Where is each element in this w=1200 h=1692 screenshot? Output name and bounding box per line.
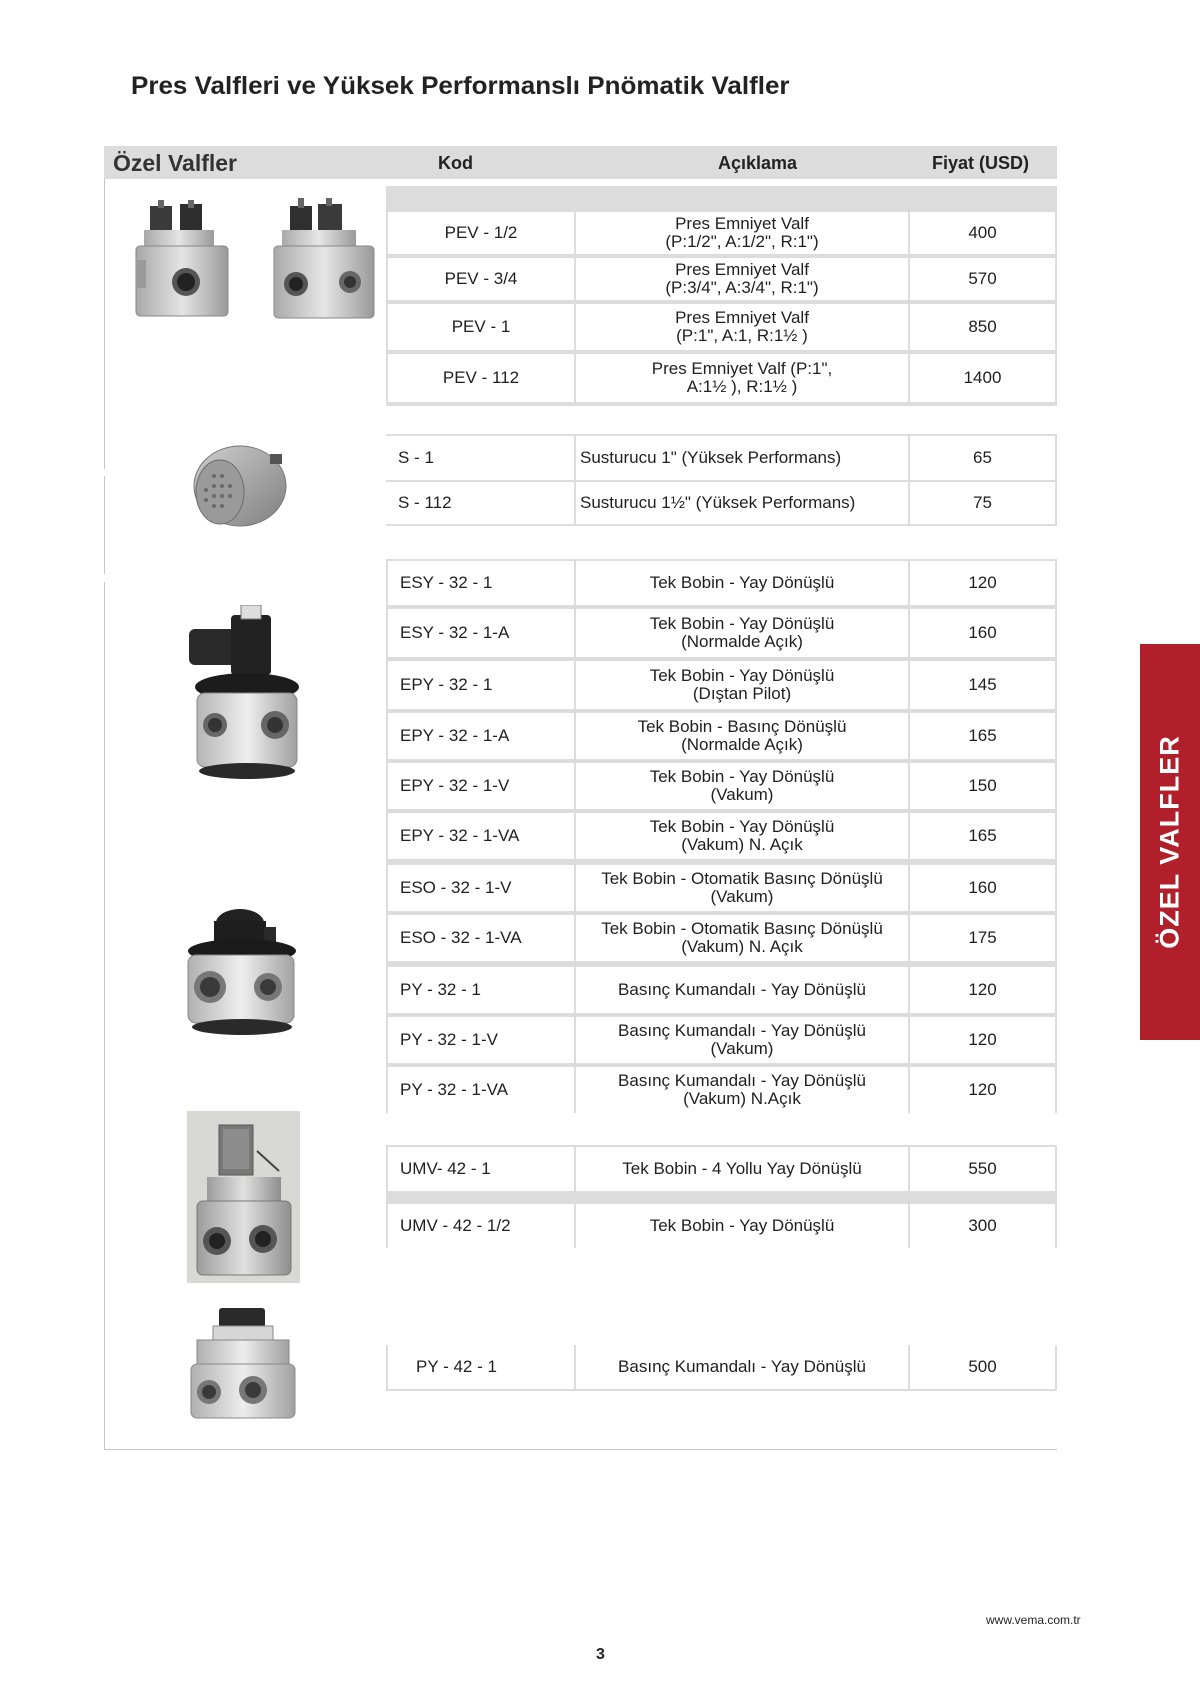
description-line: Pres Emniyet Valf xyxy=(675,308,809,327)
website-url: www.vema.com.tr xyxy=(986,1613,1081,1627)
cell-price: 550 xyxy=(910,1147,1055,1191)
description-line: Tek Bobin - Yay Dönüşlü xyxy=(649,666,835,685)
table-row xyxy=(386,915,1057,963)
cell-price: 120 xyxy=(910,561,1055,605)
cell-kod: PY - 32 - 1-V xyxy=(388,1017,574,1063)
cell-price: 65 xyxy=(910,436,1055,480)
cell-price: 300 xyxy=(910,1204,1055,1248)
column-header-description: Açıklama xyxy=(718,153,798,173)
cell-kod: ESY - 32 - 1 xyxy=(388,561,574,605)
pev-valve-image xyxy=(270,198,386,328)
table-row xyxy=(386,1017,1057,1065)
description-line: (Dıştan Pilot) xyxy=(692,684,792,703)
description-line: (Vakum) xyxy=(710,785,774,804)
cell-description xyxy=(576,1067,908,1113)
table-row xyxy=(386,258,1057,302)
cell-description xyxy=(576,915,908,961)
cell-description xyxy=(576,1017,908,1063)
description-line: (Vakum) N.Açık xyxy=(683,1089,801,1108)
table-row xyxy=(386,813,1057,861)
cell-price: 570 xyxy=(910,258,1055,300)
table-row xyxy=(386,763,1057,811)
cell-kod: EPY - 32 - 1-V xyxy=(388,763,574,809)
page-title: Pres Valfleri ve Yüksek Performanslı Pnömatik Valfler xyxy=(131,72,790,100)
page-number: 3 xyxy=(596,1646,605,1663)
description-line: Tek Bobin - Yay Dönüşlü xyxy=(649,614,835,633)
cell-description: Tek Bobin - Yay Dönüşlü xyxy=(576,561,908,605)
description-line: (Vakum) xyxy=(710,887,774,906)
table-row xyxy=(386,1147,1057,1191)
cell-price: 120 xyxy=(910,1067,1055,1113)
cell-description: Tek Bobin - 4 Yollu Yay Dönüşlü xyxy=(576,1147,908,1191)
description-line: Basınç Kumandalı - Yay Dönüşlü xyxy=(618,1021,866,1040)
table-row xyxy=(386,561,1057,607)
table-row xyxy=(386,304,1057,352)
cell-price: 500 xyxy=(910,1345,1055,1389)
cell-price: 160 xyxy=(910,865,1055,911)
table-left-border xyxy=(104,582,105,1450)
cell-kod: EPY - 32 - 1-VA xyxy=(388,813,574,859)
cell-kod: ESO - 32 - 1-V xyxy=(388,865,574,911)
cell-price: 165 xyxy=(910,713,1055,759)
description-line: Tek Bobin - Yay Dönüşlü xyxy=(649,767,835,786)
umv-valve-image xyxy=(187,1111,300,1283)
cell-kod: ESO - 32 - 1-VA xyxy=(388,915,574,961)
table-row xyxy=(386,609,1057,659)
cell-kod: S - 1 xyxy=(386,436,574,480)
description-line: (P:1", A:1, R:1½ ) xyxy=(676,326,808,345)
description-line: (Vakum) N. Açık xyxy=(681,835,803,854)
cell-description xyxy=(576,763,908,809)
pilot-valve-image xyxy=(180,905,300,1040)
section-side-tab xyxy=(1140,644,1200,1040)
section-title: Özel Valfler xyxy=(113,150,238,176)
cell-price: 400 xyxy=(910,212,1055,254)
description-line: (Vakum) xyxy=(710,1039,774,1058)
cell-kod: PEV - 3/4 xyxy=(388,258,574,300)
table-row xyxy=(386,1067,1057,1113)
cell-price: 175 xyxy=(910,915,1055,961)
cell-price: 120 xyxy=(910,1017,1055,1063)
table-row xyxy=(386,1204,1057,1248)
cell-description xyxy=(576,661,908,709)
cell-description xyxy=(576,258,908,300)
table-header xyxy=(104,146,1057,179)
cell-kod: PEV - 1 xyxy=(388,304,574,350)
description-line: Pres Emniyet Valf xyxy=(675,260,809,279)
cell-description xyxy=(576,354,908,402)
cell-kod: PY - 32 - 1 xyxy=(388,967,574,1013)
cell-price: 75 xyxy=(910,482,1055,524)
table-bottom-border xyxy=(104,1449,1057,1450)
cell-description xyxy=(576,304,908,350)
description-line: Basınç Kumandalı - Yay Dönüşlü xyxy=(618,1071,866,1090)
cell-kod: UMV - 42 - 1/2 xyxy=(388,1204,574,1248)
cell-kod: PY - 32 - 1-VA xyxy=(388,1067,574,1113)
description-line: Tek Bobin - Otomatik Basınç Dönüşlü xyxy=(601,869,883,888)
description-line: (P:3/4", A:3/4", R:1") xyxy=(665,278,819,297)
description-line: Tek Bobin - Yay Dönüşlü xyxy=(649,817,835,836)
table-row xyxy=(386,713,1057,761)
table-left-border xyxy=(104,179,105,469)
table-row xyxy=(386,212,1057,256)
description-line: (Normalde Açık) xyxy=(681,735,803,754)
table-left-border xyxy=(104,476,105,574)
cell-price: 145 xyxy=(910,661,1055,709)
cell-description: Tek Bobin - Yay Dönüşlü xyxy=(576,1204,908,1248)
silencer-image xyxy=(188,440,292,532)
cell-description xyxy=(576,713,908,759)
cell-price: 160 xyxy=(910,609,1055,657)
section-side-tab-label: ÖZEL VALFLER xyxy=(1154,735,1185,949)
cell-kod: EPY - 32 - 1-A xyxy=(388,713,574,759)
cell-kod: PEV - 112 xyxy=(388,354,574,402)
table-row xyxy=(386,661,1057,711)
cell-description: Susturucu 1½" (Yüksek Performans) xyxy=(576,482,908,524)
table-row xyxy=(386,865,1057,913)
table-row xyxy=(386,967,1057,1015)
column-header-price: Fiyat (USD) xyxy=(932,153,1030,173)
table-row xyxy=(386,1345,1057,1391)
description-line: Tek Bobin - Otomatik Basınç Dönüşlü xyxy=(601,919,883,938)
cell-price: 1400 xyxy=(910,354,1055,402)
cell-kod: EPY - 32 - 1 xyxy=(388,661,574,709)
pev-valve-image xyxy=(130,200,242,328)
cell-kod: S - 112 xyxy=(386,482,574,524)
description-line: Tek Bobin - Basınç Dönüşlü xyxy=(637,717,847,736)
table-row xyxy=(386,354,1057,404)
cell-description xyxy=(576,813,908,859)
description-line: (Vakum) N. Açık xyxy=(681,937,803,956)
cell-description xyxy=(576,212,908,254)
py42-valve-image xyxy=(183,1302,303,1432)
cell-description: Basınç Kumandalı - Yay Dönüşlü xyxy=(576,967,908,1013)
cell-description xyxy=(576,609,908,657)
table-row xyxy=(386,436,1057,480)
cell-kod: PY - 42 - 1 xyxy=(388,1345,574,1389)
cell-kod: PEV - 1/2 xyxy=(388,212,574,254)
description-line: Pres Emniyet Valf (P:1", xyxy=(651,359,833,378)
cell-price: 120 xyxy=(910,967,1055,1013)
cell-price: 150 xyxy=(910,763,1055,809)
table-row xyxy=(386,482,1057,524)
cell-description: Susturucu 1" (Yüksek Performans) xyxy=(576,436,908,480)
cell-kod: ESY - 32 - 1-A xyxy=(388,609,574,657)
column-header-kod: Kod xyxy=(438,153,473,173)
description-line: (P:1/2", A:1/2", R:1") xyxy=(665,232,819,251)
description-line: Pres Emniyet Valf xyxy=(675,214,809,233)
cell-price: 850 xyxy=(910,304,1055,350)
cell-kod: UMV- 42 - 1 xyxy=(388,1147,574,1191)
solenoid-valve-image xyxy=(185,605,305,785)
cell-description xyxy=(576,865,908,911)
description-line: A:1½ ), R:1½ ) xyxy=(686,377,798,396)
description-line: (Normalde Açık) xyxy=(681,632,803,651)
cell-price: 165 xyxy=(910,813,1055,859)
cell-description: Basınç Kumandalı - Yay Dönüşlü xyxy=(576,1345,908,1389)
